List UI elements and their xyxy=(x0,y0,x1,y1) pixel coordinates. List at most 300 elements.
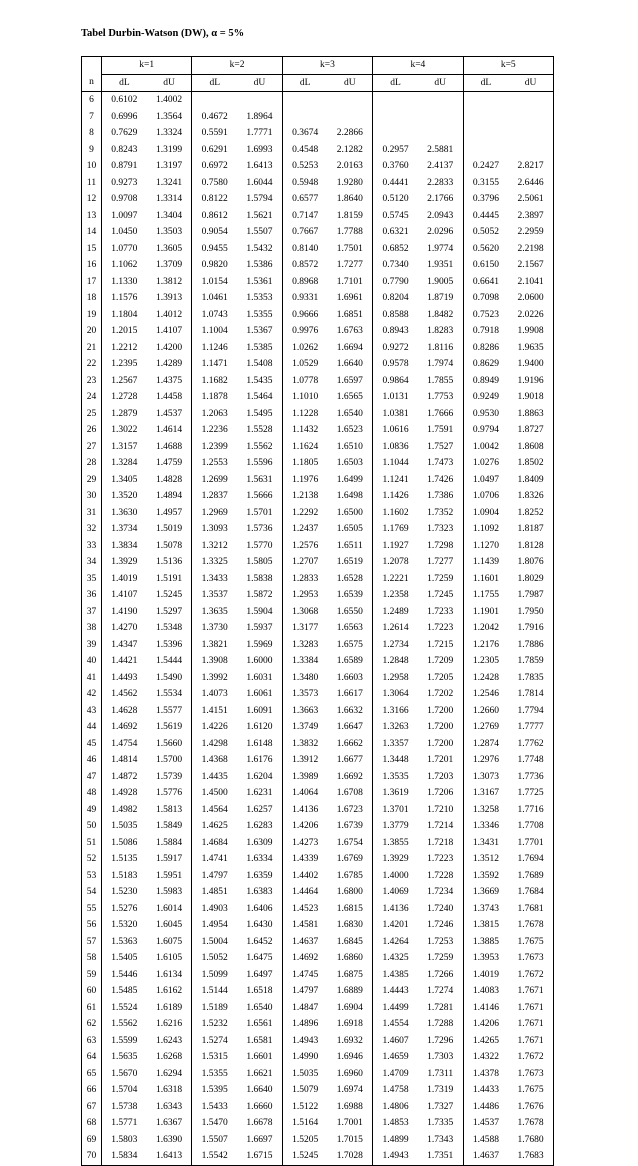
du-cell-k5: 1.7814 xyxy=(508,686,553,703)
dl-cell-k3: 0.7147 xyxy=(282,208,327,225)
table-row xyxy=(82,719,554,736)
dl-cell-k1: 1.5670 xyxy=(102,1066,147,1083)
du-cell-k5: 1.7675 xyxy=(508,934,553,951)
du-cell-k1: 1.4458 xyxy=(155,392,183,402)
dl-cell-k1: 1.2728 xyxy=(102,389,147,406)
dl-cell-k3: 1.3663 xyxy=(282,703,327,720)
n-cell: 6 xyxy=(82,92,102,109)
dl-cell-k1: 1.1330 xyxy=(102,274,147,291)
dl-cell-k2: 0.4672 xyxy=(192,109,237,126)
dl-cell-k5: 0.8286 xyxy=(463,340,508,357)
dl-cell-k5: 1.3431 xyxy=(463,835,508,852)
du-cell-k3: 1.6603 xyxy=(336,672,363,683)
table-row xyxy=(82,934,554,951)
dl-cell-k5: 1.1092 xyxy=(463,521,508,538)
du-cell-k5: 1.7777 xyxy=(508,719,553,736)
dl-cell-k5: 1.3669 xyxy=(463,884,508,901)
dl-cell-k1: 1.4928 xyxy=(102,785,147,802)
n-cell: 59 xyxy=(82,967,102,984)
dl-cell-k4: 1.1044 xyxy=(373,455,418,472)
du-cell-k5: 1.7762 xyxy=(508,736,553,753)
du-cell-k5: 2.1567 xyxy=(508,257,553,274)
dl-cell-k4 xyxy=(373,125,418,142)
dl-cell-k5: 0.2427 xyxy=(463,158,508,175)
du-cell-k3: 2.1282 xyxy=(336,144,363,155)
n-cell: 57 xyxy=(82,934,102,951)
dl-cell-k2: 1.2969 xyxy=(192,505,237,522)
dl-cell-k1: 1.4814 xyxy=(102,752,147,769)
dl-cell-k3: 1.1805 xyxy=(282,455,327,472)
du-cell-k3: 1.6800 xyxy=(336,887,363,897)
du-cell-k2: 1.5794 xyxy=(246,194,273,204)
n-column-header: n xyxy=(82,74,102,92)
du-cell-k4: 1.7203 xyxy=(427,771,454,782)
du-cell-k3: 1.6632 xyxy=(336,705,363,716)
du-cell-k5: 1.8326 xyxy=(508,488,553,505)
dl-header-k4: dL xyxy=(373,74,418,92)
dl-header-k2: dL xyxy=(192,74,237,92)
dl-cell-k1: 1.5363 xyxy=(102,934,147,951)
du-cell-k2: 1.5495 xyxy=(246,408,273,419)
dl-cell-k2: 1.5004 xyxy=(192,934,237,951)
dl-cell-k1: 1.4493 xyxy=(102,670,147,687)
du-cell-k2: 1.5562 xyxy=(246,441,273,452)
dl-cell-k5: 1.3953 xyxy=(463,950,508,967)
n-cell: 49 xyxy=(82,802,102,819)
table-row xyxy=(82,109,554,126)
dl-cell-k3: 0.5253 xyxy=(282,158,327,175)
group-header-k5: k=5 xyxy=(463,57,553,75)
du-cell-k5: 1.7950 xyxy=(508,604,553,621)
du-cell-k2: 1.6581 xyxy=(246,1035,273,1046)
dl-cell-k4: 1.4709 xyxy=(373,1066,418,1083)
dl-cell-k5: 1.4083 xyxy=(463,983,508,1000)
table-row xyxy=(82,1066,554,1083)
du-cell-k2: 1.5937 xyxy=(246,623,273,633)
n-cell: 15 xyxy=(82,241,102,258)
dl-cell-k2: 1.3635 xyxy=(192,604,237,621)
table-row xyxy=(82,785,554,802)
du-cell-k5: 1.7671 xyxy=(508,1016,553,1033)
n-cell: 38 xyxy=(82,620,102,637)
du-cell-k3: 1.6503 xyxy=(336,458,363,468)
du-cell-k3: 1.6575 xyxy=(336,639,363,650)
dl-cell-k2: 1.5099 xyxy=(192,967,237,984)
du-cell-k1: 1.5444 xyxy=(155,656,183,666)
n-cell: 58 xyxy=(82,950,102,967)
dl-cell-k5 xyxy=(463,125,508,142)
dl-cell-k1: 1.2015 xyxy=(102,323,147,340)
dl-cell-k1: 1.3929 xyxy=(102,554,147,571)
du-cell-k5: 2.2959 xyxy=(508,224,553,241)
group-header-k1: k=1 xyxy=(102,57,192,75)
dl-cell-k5: 1.3743 xyxy=(463,901,508,918)
du-cell-k5: 1.7672 xyxy=(508,1049,553,1066)
table-row xyxy=(82,917,554,934)
du-header-k1: dU xyxy=(147,74,192,92)
du-cell-k3: 1.7277 xyxy=(336,260,363,270)
table-row xyxy=(82,1115,554,1132)
du-cell-k2: 1.5432 xyxy=(246,243,273,254)
du-cell-k5: 2.0600 xyxy=(508,290,553,307)
dl-cell-k2: 1.3537 xyxy=(192,587,237,604)
dl-cell-k3: 1.4136 xyxy=(282,802,327,819)
du-cell-k3: 1.6505 xyxy=(336,524,363,534)
dl-cell-k4: 0.2957 xyxy=(373,142,418,159)
dl-cell-k4: 0.5120 xyxy=(373,191,418,208)
dl-cell-k1: 1.3630 xyxy=(102,505,147,522)
du-cell-k1: 1.6390 xyxy=(155,1134,183,1145)
dl-cell-k1: 1.5635 xyxy=(102,1049,147,1066)
n-cell: 24 xyxy=(82,389,102,406)
n-cell: 10 xyxy=(82,158,102,175)
dl-cell-k5: 0.3155 xyxy=(463,175,508,192)
dl-cell-k4: 0.4441 xyxy=(373,175,418,192)
n-cell: 13 xyxy=(82,208,102,225)
dl-cell-k3: 0.8968 xyxy=(282,274,327,291)
du-cell-k5 xyxy=(508,92,553,109)
dl-cell-k1: 1.4347 xyxy=(102,637,147,654)
dl-cell-k2: 1.0461 xyxy=(192,290,237,307)
du-cell-k2: 1.5385 xyxy=(246,342,273,353)
dl-cell-k1: 0.9273 xyxy=(102,175,147,192)
du-cell-k2: 1.6283 xyxy=(246,821,273,831)
du-cell-k5: 1.7748 xyxy=(508,752,553,769)
du-cell-k3: 1.6904 xyxy=(336,1002,363,1013)
dl-cell-k3: 1.3177 xyxy=(282,620,327,637)
dl-cell-k2: 1.3093 xyxy=(192,521,237,538)
n-cell: 45 xyxy=(82,736,102,753)
n-cell: 46 xyxy=(82,752,102,769)
dl-cell-k5: 0.5620 xyxy=(463,241,508,258)
dl-cell-k4: 1.4201 xyxy=(373,917,418,934)
dl-cell-k1: 1.1804 xyxy=(102,307,147,324)
du-cell-k5: 1.7694 xyxy=(508,851,553,868)
dl-cell-k2: 1.5144 xyxy=(192,983,237,1000)
du-cell-k2: 1.5464 xyxy=(246,392,273,402)
n-cell: 26 xyxy=(82,422,102,439)
du-cell-k2: 1.6406 xyxy=(246,903,273,914)
dl-cell-k4: 0.3760 xyxy=(373,158,418,175)
dl-cell-k4: 1.0381 xyxy=(373,406,418,423)
dl-cell-k3: 1.1624 xyxy=(282,439,327,456)
du-cell-k5: 1.7987 xyxy=(508,587,553,604)
n-cell: 32 xyxy=(82,521,102,538)
du-cell-k2: 1.5528 xyxy=(246,425,273,435)
du-cell-k4: 2.0296 xyxy=(427,227,454,237)
du-cell-k4: 1.7319 xyxy=(427,1085,454,1095)
du-cell-k5: 1.8252 xyxy=(508,505,553,522)
table-row xyxy=(82,983,554,1000)
dl-cell-k1: 1.5485 xyxy=(102,983,147,1000)
dl-cell-k4: 1.2221 xyxy=(373,571,418,588)
dl-cell-k3: 1.3068 xyxy=(282,604,327,621)
du-header-k3: dU xyxy=(327,74,372,92)
du-cell-k5: 2.6446 xyxy=(508,175,553,192)
dl-cell-k2: 1.5470 xyxy=(192,1115,237,1132)
du-cell-k4: 1.7974 xyxy=(427,359,454,369)
dl-cell-k2: 1.4954 xyxy=(192,917,237,934)
dl-cell-k2: 0.6972 xyxy=(192,158,237,175)
n-cell: 70 xyxy=(82,1148,102,1165)
dl-cell-k5: 0.8629 xyxy=(463,356,508,373)
dl-cell-k2: 0.8122 xyxy=(192,191,237,208)
du-cell-k2: 1.6031 xyxy=(246,672,273,683)
group-header-k4: k=4 xyxy=(373,57,463,75)
du-cell-k5: 1.9400 xyxy=(508,356,553,373)
du-cell-k3: 1.7028 xyxy=(327,1148,372,1165)
dl-cell-k3: 1.4206 xyxy=(282,818,327,835)
du-cell-k5: 1.7916 xyxy=(508,620,553,637)
table-row xyxy=(82,752,554,769)
du-cell-k5: 1.8608 xyxy=(508,439,553,456)
du-cell-k3: 1.6860 xyxy=(336,953,363,963)
du-cell-k3: 1.6851 xyxy=(336,309,363,320)
dl-cell-k3: 1.4273 xyxy=(282,835,327,852)
dl-cell-k4: 1.3166 xyxy=(373,703,418,720)
du-cell-k4: 1.7591 xyxy=(427,425,454,435)
du-header-k2: dU xyxy=(237,74,282,92)
du-cell-k3: 1.6617 xyxy=(336,689,363,699)
dl-cell-k4: 0.6852 xyxy=(373,241,418,258)
dl-cell-k2: 0.9455 xyxy=(192,241,237,258)
dl-cell-k2: 1.1471 xyxy=(192,356,237,373)
dl-cell-k3: 1.1228 xyxy=(282,406,327,423)
table-row xyxy=(82,802,554,819)
du-cell-k3 xyxy=(327,109,372,126)
table-row xyxy=(82,92,554,109)
dl-cell-k3: 1.0778 xyxy=(282,373,327,390)
table-row xyxy=(82,703,554,720)
dl-header-k3: dL xyxy=(282,74,327,92)
dl-cell-k4: 1.4943 xyxy=(373,1148,418,1165)
dl-cell-k1: 1.3022 xyxy=(102,422,147,439)
dl-cell-k1: 1.5320 xyxy=(102,917,147,934)
dl-cell-k4: 1.4806 xyxy=(373,1099,418,1116)
dl-cell-k4: 0.7340 xyxy=(373,257,418,274)
dl-cell-k5: 1.4206 xyxy=(463,1016,508,1033)
du-cell-k4: 1.7201 xyxy=(427,755,454,765)
du-cell-k1: 1.5983 xyxy=(155,887,183,897)
dl-cell-k2: 1.2837 xyxy=(192,488,237,505)
n-cell: 43 xyxy=(82,703,102,720)
du-cell-k2: 1.5736 xyxy=(246,524,273,534)
du-cell-k4: 1.7527 xyxy=(427,441,454,452)
table-row xyxy=(82,868,554,885)
dl-cell-k2: 1.2236 xyxy=(192,422,237,439)
dl-cell-k2: 1.4851 xyxy=(192,884,237,901)
dl-cell-k2: 1.1246 xyxy=(192,340,237,357)
table-row xyxy=(82,241,554,258)
du-cell-k2: 1.6231 xyxy=(246,788,273,798)
dl-cell-k1: 1.5183 xyxy=(102,868,147,885)
dl-cell-k5: 1.2546 xyxy=(463,686,508,703)
dl-cell-k3: 0.9666 xyxy=(282,307,327,324)
du-cell-k2: 1.5838 xyxy=(246,573,273,584)
dl-cell-k1: 1.2879 xyxy=(102,406,147,423)
n-cell: 23 xyxy=(82,373,102,390)
dl-cell-k4: 0.9272 xyxy=(373,340,418,357)
dl-cell-k2: 1.4435 xyxy=(192,769,237,786)
n-cell: 53 xyxy=(82,868,102,885)
dl-cell-k3: 0.5948 xyxy=(282,175,327,192)
du-cell-k4: 1.8719 xyxy=(427,293,454,303)
du-cell-k4: 1.7343 xyxy=(427,1134,454,1145)
du-cell-k1: 1.3605 xyxy=(155,243,183,254)
du-cell-k1: 1.3503 xyxy=(155,227,183,237)
dl-cell-k2: 1.4073 xyxy=(192,686,237,703)
dl-cell-k1: 1.5086 xyxy=(102,835,147,852)
du-cell-k3: 1.6523 xyxy=(336,425,363,435)
du-cell-k3: 1.6739 xyxy=(336,821,363,831)
du-cell-k4: 1.7274 xyxy=(427,986,454,996)
table-row xyxy=(82,356,554,373)
dl-cell-k1: 1.2567 xyxy=(102,373,147,390)
du-cell-k4: 1.7323 xyxy=(427,524,454,534)
dl-cell-k3: 0.9976 xyxy=(282,323,327,340)
dl-cell-k2: 1.5315 xyxy=(192,1049,237,1066)
dl-cell-k2 xyxy=(192,92,237,109)
du-cell-k5: 1.8727 xyxy=(508,422,553,439)
dl-cell-k5: 1.4637 xyxy=(463,1148,508,1165)
corner-cell xyxy=(82,57,102,75)
du-cell-k2: 1.6204 xyxy=(246,771,273,782)
dl-cell-k2: 1.5052 xyxy=(192,950,237,967)
dl-cell-k4: 1.0616 xyxy=(373,422,418,439)
dl-cell-k4: 1.3448 xyxy=(373,752,418,769)
dl-cell-k4: 1.4607 xyxy=(373,1033,418,1050)
du-cell-k5: 1.7672 xyxy=(508,967,553,984)
dl-cell-k5: 1.3346 xyxy=(463,818,508,835)
dl-cell-k4: 1.4899 xyxy=(373,1132,418,1149)
dl-cell-k3: 1.5245 xyxy=(282,1148,327,1165)
du-cell-k3: 1.7015 xyxy=(336,1134,363,1145)
du-cell-k2: 1.6148 xyxy=(246,738,273,749)
dl-cell-k2: 1.5542 xyxy=(192,1148,237,1165)
n-cell: 8 xyxy=(82,125,102,142)
du-cell-k1: 1.4828 xyxy=(155,474,183,485)
dl-cell-k4: 0.9864 xyxy=(373,373,418,390)
du-cell-k2: 1.6176 xyxy=(246,755,273,765)
dl-cell-k2: 1.5433 xyxy=(192,1099,237,1116)
n-cell: 55 xyxy=(82,901,102,918)
dl-cell-k4: 1.4499 xyxy=(373,1000,418,1017)
table-row xyxy=(82,653,554,670)
table-row xyxy=(82,901,554,918)
dl-cell-k1: 1.4982 xyxy=(102,802,147,819)
table-row xyxy=(82,422,554,439)
du-cell-k4: 1.7426 xyxy=(427,474,454,485)
dl-cell-k3: 1.0262 xyxy=(282,340,327,357)
du-cell-k4: 1.7233 xyxy=(427,606,454,617)
dl-cell-k5: 1.3258 xyxy=(463,802,508,819)
du-cell-k5: 1.7683 xyxy=(508,1148,553,1165)
du-cell-k3: 1.6510 xyxy=(336,441,363,452)
dl-cell-k3 xyxy=(282,92,327,109)
du-cell-k2: 1.5969 xyxy=(246,639,273,650)
du-cell-k5: 1.7675 xyxy=(508,1082,553,1099)
n-cell: 34 xyxy=(82,554,102,571)
n-cell: 35 xyxy=(82,571,102,588)
dl-cell-k2: 0.5591 xyxy=(192,125,237,142)
du-cell-k3: 1.6974 xyxy=(336,1085,363,1095)
du-cell-k3: 1.6960 xyxy=(336,1068,363,1079)
du-cell-k5 xyxy=(508,109,553,126)
n-cell: 21 xyxy=(82,340,102,357)
dl-cell-k2: 1.1878 xyxy=(192,389,237,406)
dl-cell-k4: 0.8588 xyxy=(373,307,418,324)
dl-cell-k5: 1.4433 xyxy=(463,1082,508,1099)
dl-cell-k4: 1.2614 xyxy=(373,620,418,637)
dl-cell-k4: 1.3064 xyxy=(373,686,418,703)
dl-cell-k3: 1.5079 xyxy=(282,1082,327,1099)
du-cell-k2: 1.5408 xyxy=(246,359,273,369)
dl-cell-k2: 1.2699 xyxy=(192,472,237,489)
du-cell-k1: 1.4375 xyxy=(155,375,183,386)
du-cell-k3: 1.8640 xyxy=(336,194,363,204)
du-cell-k4: 1.7327 xyxy=(427,1101,454,1112)
dl-cell-k1: 1.5704 xyxy=(102,1082,147,1099)
dl-cell-k3: 1.4402 xyxy=(282,868,327,885)
du-cell-k5: 1.7678 xyxy=(508,917,553,934)
dl-cell-k2: 1.4151 xyxy=(192,703,237,720)
du-cell-k5: 1.8502 xyxy=(508,455,553,472)
du-header-k4: dU xyxy=(418,74,463,92)
dl-cell-k4: 1.4554 xyxy=(373,1016,418,1033)
dl-cell-k3: 1.3912 xyxy=(282,752,327,769)
dl-cell-k1: 1.4754 xyxy=(102,736,147,753)
dl-cell-k5: 1.3512 xyxy=(463,851,508,868)
table-row xyxy=(82,818,554,835)
du-cell-k1: 1.5245 xyxy=(155,590,183,600)
du-cell-k3: 1.6723 xyxy=(336,804,363,815)
dl-cell-k3: 1.2953 xyxy=(282,587,327,604)
du-cell-k3: 1.6946 xyxy=(336,1052,363,1062)
du-cell-k5: 1.7684 xyxy=(508,884,553,901)
table-row xyxy=(82,967,554,984)
du-cell-k2: 1.6413 xyxy=(246,161,273,171)
table-row xyxy=(82,1033,554,1050)
du-cell-k4: 1.7228 xyxy=(427,870,454,881)
dl-cell-k1: 1.4628 xyxy=(102,703,147,720)
du-cell-k5: 1.8076 xyxy=(508,554,553,571)
du-cell-k4: 2.5881 xyxy=(427,144,454,155)
dl-cell-k5: 0.8949 xyxy=(463,373,508,390)
dl-cell-k4: 0.8943 xyxy=(373,323,418,340)
n-cell: 16 xyxy=(82,257,102,274)
dl-cell-k5: 1.2305 xyxy=(463,653,508,670)
dl-cell-k3: 1.4990 xyxy=(282,1049,327,1066)
n-cell: 7 xyxy=(82,109,102,126)
dl-cell-k3: 1.4339 xyxy=(282,851,327,868)
du-cell-k1: 1.6413 xyxy=(147,1148,192,1165)
dl-cell-k5: 1.1901 xyxy=(463,604,508,621)
du-cell-k3: 1.6565 xyxy=(336,392,363,402)
dl-cell-k4: 1.4758 xyxy=(373,1082,418,1099)
dl-cell-k3: 1.3573 xyxy=(282,686,327,703)
du-cell-k2: 1.5805 xyxy=(246,557,273,567)
du-cell-k1: 1.4614 xyxy=(155,425,183,435)
du-cell-k4: 1.7245 xyxy=(427,590,454,600)
du-cell-k2: 1.7771 xyxy=(246,128,273,138)
group-header-row xyxy=(82,57,554,75)
du-cell-k1: 1.6367 xyxy=(155,1118,183,1128)
dl-cell-k1: 1.3284 xyxy=(102,455,147,472)
du-cell-k2: 1.6091 xyxy=(246,705,273,716)
du-cell-k5 xyxy=(508,142,553,159)
dl-cell-k3: 1.4896 xyxy=(282,1016,327,1033)
du-cell-k4: 1.7202 xyxy=(427,689,454,699)
